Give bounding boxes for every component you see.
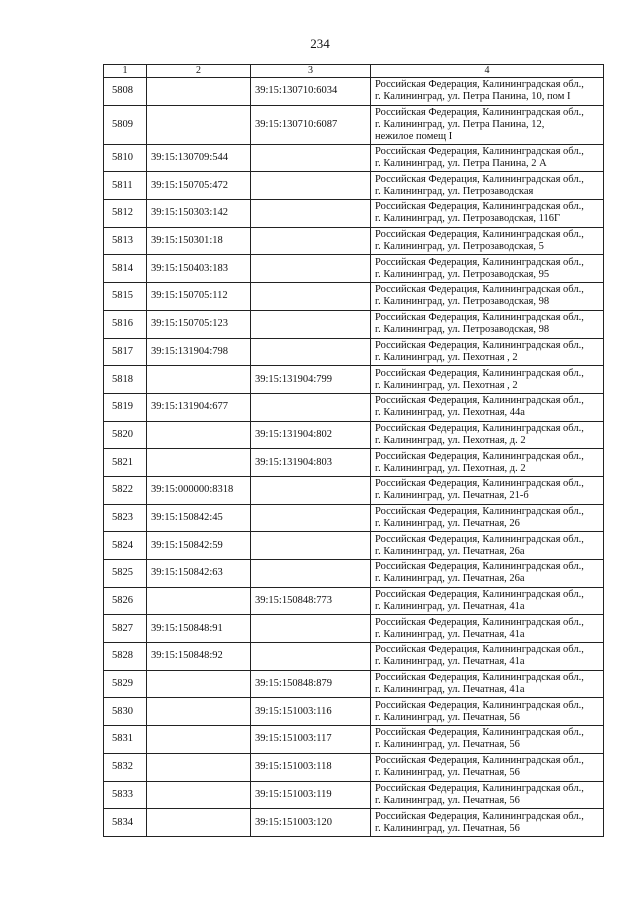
table-row — [104, 587, 604, 615]
address-cell: Российская Федерация, Калининградская обл., г. Калининград, ул. Печатная, 26 — [371, 504, 604, 532]
cadastral-number-col3-cell — [251, 560, 371, 588]
cadastral-number-col3-cell: 39:15:150848:773 — [251, 587, 371, 615]
table-row — [104, 643, 604, 671]
cadastral-number-col2-cell — [147, 366, 251, 394]
table-row — [104, 670, 604, 698]
cadastral-number-col3-cell: 39:15:131904:799 — [251, 366, 371, 394]
cadastral-number-col3-cell: 39:15:151003:119 — [251, 781, 371, 809]
cadastral-number-col2-cell: 39:15:150705:123 — [147, 310, 251, 338]
table-row — [104, 172, 604, 200]
table-row — [104, 449, 604, 477]
address-cell: Российская Федерация, Калининградская обл., г. Калининград, ул. Петрозаводская, 116Г — [371, 200, 604, 228]
address-cell: Российская Федерация, Калининградская обл., г. Калининград, ул. Печатная, 56 — [371, 809, 604, 837]
cadastral-number-col3-cell — [251, 532, 371, 560]
row-number-cell: 5826 — [104, 587, 147, 615]
cadastral-number-col2-cell — [147, 670, 251, 698]
cadastral-number-col2-cell: 39:15:150848:91 — [147, 615, 251, 643]
registry-table — [103, 64, 604, 837]
table-row — [104, 560, 604, 588]
cadastral-number-col2-cell: 39:15:000000:8318 — [147, 476, 251, 504]
row-number-cell: 5830 — [104, 698, 147, 726]
page-number: 234 — [310, 36, 330, 51]
table-body — [104, 78, 604, 837]
table-row — [104, 809, 604, 837]
address-cell: Российская Федерация, Калининградская обл., г. Калининград, ул. Петрозаводская, 95 — [371, 255, 604, 283]
row-number-cell: 5809 — [104, 105, 147, 144]
address-cell: Российская Федерация, Калининградская обл., г. Калининград, ул. Петрозаводская, 98 — [371, 283, 604, 311]
row-number-cell: 5810 — [104, 144, 147, 172]
cadastral-number-col2-cell — [147, 753, 251, 781]
table-row — [104, 338, 604, 366]
cadastral-number-col3-cell: 39:15:151003:116 — [251, 698, 371, 726]
table-row — [104, 698, 604, 726]
row-number-cell: 5827 — [104, 615, 147, 643]
address-cell: Российская Федерация, Калининградская обл., г. Калининград, ул. Петрозаводская, 98 — [371, 310, 604, 338]
address-cell: Российская Федерация, Калининградская обл., г. Калининград, ул. Пехотная, д. 2 — [371, 449, 604, 477]
address-cell: Российская Федерация, Калининградская обл., г. Калининград, ул. Печатная, 26а — [371, 560, 604, 588]
address-cell: Российская Федерация, Калининградская обл., г. Калининград, ул. Печатная, 21-б — [371, 476, 604, 504]
address-cell: Российская Федерация, Калининградская обл., г. Калининград, ул. Печатная, 56 — [371, 726, 604, 754]
row-number-cell: 5834 — [104, 809, 147, 837]
cadastral-number-col2-cell — [147, 587, 251, 615]
cadastral-number-col2-cell: 39:15:150301:18 — [147, 227, 251, 255]
cadastral-number-col3-cell: 39:15:151003:117 — [251, 726, 371, 754]
address-cell: Российская Федерация, Калининградская обл., г. Калининград, ул. Печатная, 41а — [371, 587, 604, 615]
row-number-cell: 5813 — [104, 227, 147, 255]
cadastral-number-col3-cell — [251, 172, 371, 200]
address-cell: Российская Федерация, Калининградская обл., г. Калининград, ул. Печатная, 56 — [371, 698, 604, 726]
address-cell: Российская Федерация, Калининградская обл., г. Калининград, ул. Петра Панина, 10, пом I — [371, 78, 604, 106]
cadastral-number-col3-cell: 39:15:151003:118 — [251, 753, 371, 781]
cadastral-number-col3-cell — [251, 615, 371, 643]
column-header-1: 1 — [104, 65, 147, 78]
row-number-cell: 5812 — [104, 200, 147, 228]
table-row — [104, 283, 604, 311]
cadastral-number-col2-cell: 39:15:131904:798 — [147, 338, 251, 366]
cadastral-number-col2-cell — [147, 726, 251, 754]
cadastral-number-col2-cell: 39:15:150403:183 — [147, 255, 251, 283]
cadastral-number-col3-cell: 39:15:150848:879 — [251, 670, 371, 698]
address-cell: Российская Федерация, Калининградская обл., г. Калининград, ул. Петра Панина, 2 А — [371, 144, 604, 172]
column-header-2: 2 — [147, 65, 251, 78]
row-number-cell: 5822 — [104, 476, 147, 504]
column-header-3: 3 — [251, 65, 371, 78]
cadastral-number-col2-cell: 39:15:150848:92 — [147, 643, 251, 671]
row-number-cell: 5833 — [104, 781, 147, 809]
cadastral-number-col2-cell: 39:15:131904:677 — [147, 393, 251, 421]
table-row — [104, 726, 604, 754]
table-row — [104, 105, 604, 144]
cadastral-number-col2-cell: 39:15:150842:63 — [147, 560, 251, 588]
table-row — [104, 421, 604, 449]
address-cell: Российская Федерация, Калининградская обл., г. Калининград, ул. Петрозаводская — [371, 172, 604, 200]
cadastral-number-col2-cell: 39:15:150705:472 — [147, 172, 251, 200]
address-cell: Российская Федерация, Калининградская обл., г. Калининград, ул. Печатная, 41а — [371, 615, 604, 643]
address-cell: Российская Федерация, Калининградская обл., г. Калининград, ул. Печатная, 26а — [371, 532, 604, 560]
table-row — [104, 476, 604, 504]
cadastral-number-col3-cell: 39:15:131904:802 — [251, 421, 371, 449]
cadastral-number-col2-cell: 39:15:130709:544 — [147, 144, 251, 172]
cadastral-number-col3-cell: 39:15:130710:6087 — [251, 105, 371, 144]
address-cell: Российская Федерация, Калининградская обл., г. Калининград, ул. Печатная, 56 — [371, 753, 604, 781]
row-number-cell: 5814 — [104, 255, 147, 283]
cadastral-number-col3-cell — [251, 255, 371, 283]
address-cell: Российская Федерация, Калининградская обл., г. Калининград, ул. Пехотная , 2 — [371, 366, 604, 394]
row-number-cell: 5818 — [104, 366, 147, 394]
table-row — [104, 781, 604, 809]
row-number-cell: 5824 — [104, 532, 147, 560]
address-cell: Российская Федерация, Калининградская обл., г. Калининград, ул. Пехотная , 2 — [371, 338, 604, 366]
row-number-cell: 5832 — [104, 753, 147, 781]
address-cell: Российская Федерация, Калининградская обл., г. Калининград, ул. Печатная, 56 — [371, 781, 604, 809]
address-cell: Российская Федерация, Калининградская обл., г. Калининград, ул. Пехотная, 44а — [371, 393, 604, 421]
row-number-cell: 5811 — [104, 172, 147, 200]
cadastral-number-col3-cell: 39:15:131904:803 — [251, 449, 371, 477]
cadastral-number-col2-cell — [147, 449, 251, 477]
cadastral-number-col2-cell — [147, 78, 251, 106]
cadastral-number-col2-cell — [147, 781, 251, 809]
row-number-cell: 5828 — [104, 643, 147, 671]
table-row — [104, 227, 604, 255]
table-row — [104, 310, 604, 338]
cadastral-number-col3-cell: 39:15:151003:120 — [251, 809, 371, 837]
cadastral-number-col3-cell — [251, 643, 371, 671]
cadastral-number-col3-cell — [251, 338, 371, 366]
row-number-cell: 5825 — [104, 560, 147, 588]
table-row — [104, 200, 604, 228]
column-header-4: 4 — [371, 65, 604, 78]
table-header — [104, 65, 604, 78]
row-number-cell: 5820 — [104, 421, 147, 449]
table-row — [104, 144, 604, 172]
row-number-cell: 5816 — [104, 310, 147, 338]
table-row — [104, 393, 604, 421]
row-number-cell: 5823 — [104, 504, 147, 532]
cadastral-number-col3-cell — [251, 227, 371, 255]
table-row — [104, 255, 604, 283]
address-cell: Российская Федерация, Калининградская обл., г. Калининград, ул. Печатная, 41а — [371, 670, 604, 698]
table-row — [104, 753, 604, 781]
table-row — [104, 532, 604, 560]
address-cell: Российская Федерация, Калининградская обл., г. Калининград, ул. Петрозаводская, 5 — [371, 227, 604, 255]
row-number-cell: 5819 — [104, 393, 147, 421]
row-number-cell: 5821 — [104, 449, 147, 477]
row-number-cell: 5817 — [104, 338, 147, 366]
cadastral-number-col3-cell — [251, 310, 371, 338]
table-row — [104, 78, 604, 106]
cadastral-number-col2-cell — [147, 698, 251, 726]
cadastral-number-col2-cell: 39:15:150705:112 — [147, 283, 251, 311]
cadastral-number-col2-cell — [147, 809, 251, 837]
cadastral-number-col3-cell — [251, 200, 371, 228]
row-number-cell: 5829 — [104, 670, 147, 698]
row-number-cell: 5815 — [104, 283, 147, 311]
cadastral-number-col3-cell — [251, 504, 371, 532]
address-cell: Российская Федерация, Калининградская обл., г. Калининград, ул. Печатная, 41а — [371, 643, 604, 671]
cadastral-number-col2-cell — [147, 105, 251, 144]
row-number-cell: 5831 — [104, 726, 147, 754]
address-cell: Российская Федерация, Калининградская обл., г. Калининград, ул. Пехотная, д. 2 — [371, 421, 604, 449]
cadastral-number-col2-cell — [147, 421, 251, 449]
cadastral-number-col3-cell: 39:15:130710:6034 — [251, 78, 371, 106]
cadastral-number-col3-cell — [251, 283, 371, 311]
cadastral-number-col3-cell — [251, 476, 371, 504]
table-row — [104, 615, 604, 643]
address-cell: Российская Федерация, Калининградская обл., г. Калининград, ул. Петра Панина, 12, нежилое помещ I — [371, 105, 604, 144]
cadastral-number-col3-cell — [251, 144, 371, 172]
cadastral-number-col2-cell: 39:15:150303:142 — [147, 200, 251, 228]
cadastral-number-col2-cell: 39:15:150842:59 — [147, 532, 251, 560]
cadastral-number-col2-cell: 39:15:150842:45 — [147, 504, 251, 532]
table-row — [104, 504, 604, 532]
row-number-cell: 5808 — [104, 78, 147, 106]
table-row — [104, 366, 604, 394]
cadastral-number-col3-cell — [251, 393, 371, 421]
